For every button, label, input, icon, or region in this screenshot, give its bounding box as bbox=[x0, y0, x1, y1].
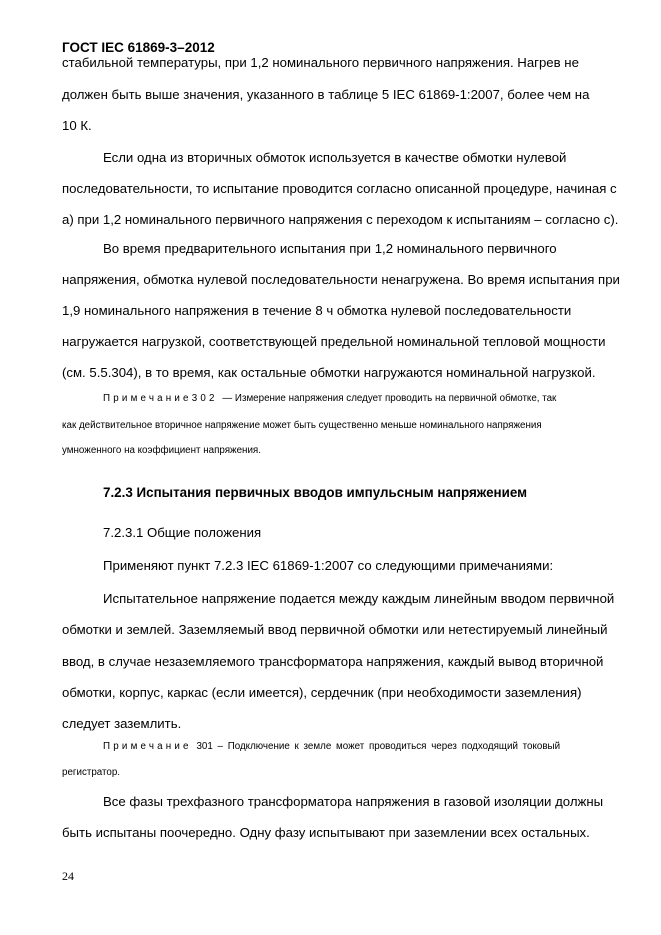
text-line: 10 К. bbox=[62, 118, 92, 133]
text-line: 1,9 номинального напряжения в течение 8 ч обмотка нулевой последовательности bbox=[62, 303, 572, 318]
text-line: обмотки, корпус, каркас (если имеется), сердечник (при необходимости заземления) bbox=[62, 685, 582, 700]
note-label: Примечание bbox=[103, 741, 192, 752]
note-line: как действительное вторичное напряжение может быть существенно меньше номинального напряжения bbox=[62, 420, 542, 431]
note-302 bbox=[103, 393, 556, 405]
note-text: 301 – Подключение к земле может проводиться через подходящий токовый bbox=[196, 741, 561, 752]
note-text: — Измерение напряжения следует проводить на первичной обмотке, так bbox=[222, 393, 557, 404]
text-line: Испытательное напряжение подается между каждым линейным вводом первичной bbox=[103, 591, 615, 606]
text-line: должен быть выше значения, указанного в таблице 5 IEC 61869-1:2007, более чем на bbox=[62, 87, 590, 102]
text-line: напряжения, обмотка нулевой последовательности ненагружена. Во время испытания при bbox=[62, 272, 620, 287]
text-line: обмотки и землей. Заземляемый ввод первичной обмотки или нетестируемый линейный bbox=[62, 622, 608, 637]
text-line: следует заземлить. bbox=[62, 716, 182, 731]
text-line: Все фазы трехфазного трансформатора напряжения в газовой изоляции должны bbox=[103, 794, 604, 809]
text-line: Применяют пункт 7.2.3 IEC 61869-1:2007 со следующими примечаниями: bbox=[103, 558, 554, 573]
text-line: Во время предварительного испытания при 1,2 номинального первичного bbox=[103, 241, 557, 256]
subsection-title: 7.2.3.1 Общие положения bbox=[103, 525, 262, 540]
text-line: нагружается нагрузкой, соответствующей предельной номинальной тепловой мощности bbox=[62, 334, 606, 349]
text-line: стабильной температуры, при 1,2 номинального первичного напряжения. Нагрев не bbox=[62, 55, 579, 70]
text-line: быть испытаны поочередно. Одну фазу испытывают при заземлении всех остальных. bbox=[62, 825, 590, 840]
text-line: последовательности, то испытание проводится согласно описанной процедуре, начиная с bbox=[62, 181, 617, 196]
note-label: Примечание302 bbox=[103, 393, 218, 404]
document-header: ГОСТ IEC 61869-3–2012 bbox=[62, 40, 215, 55]
section-title: 7.2.3 Испытания первичных вводов импульсным напряжением bbox=[103, 485, 528, 500]
note-301 bbox=[103, 741, 560, 753]
text-line: (см. 5.5.304), в то время, как остальные обмотки нагружаются номинальной нагрузкой. bbox=[62, 365, 596, 380]
page-number: 24 bbox=[62, 869, 74, 883]
note-line: регистратор. bbox=[62, 767, 121, 778]
text-line: а) при 1,2 номинального первичного напряжения с переходом к испытаниям – согласно с). bbox=[62, 212, 619, 227]
text-line: Если одна из вторичных обмоток используется в качестве обмотки нулевой bbox=[103, 150, 567, 165]
text-line: ввод, в случае незаземляемого трансформатора напряжения, каждый вывод вторичной bbox=[62, 654, 604, 669]
note-line: умноженного на коэффициент напряжения. bbox=[62, 445, 261, 456]
